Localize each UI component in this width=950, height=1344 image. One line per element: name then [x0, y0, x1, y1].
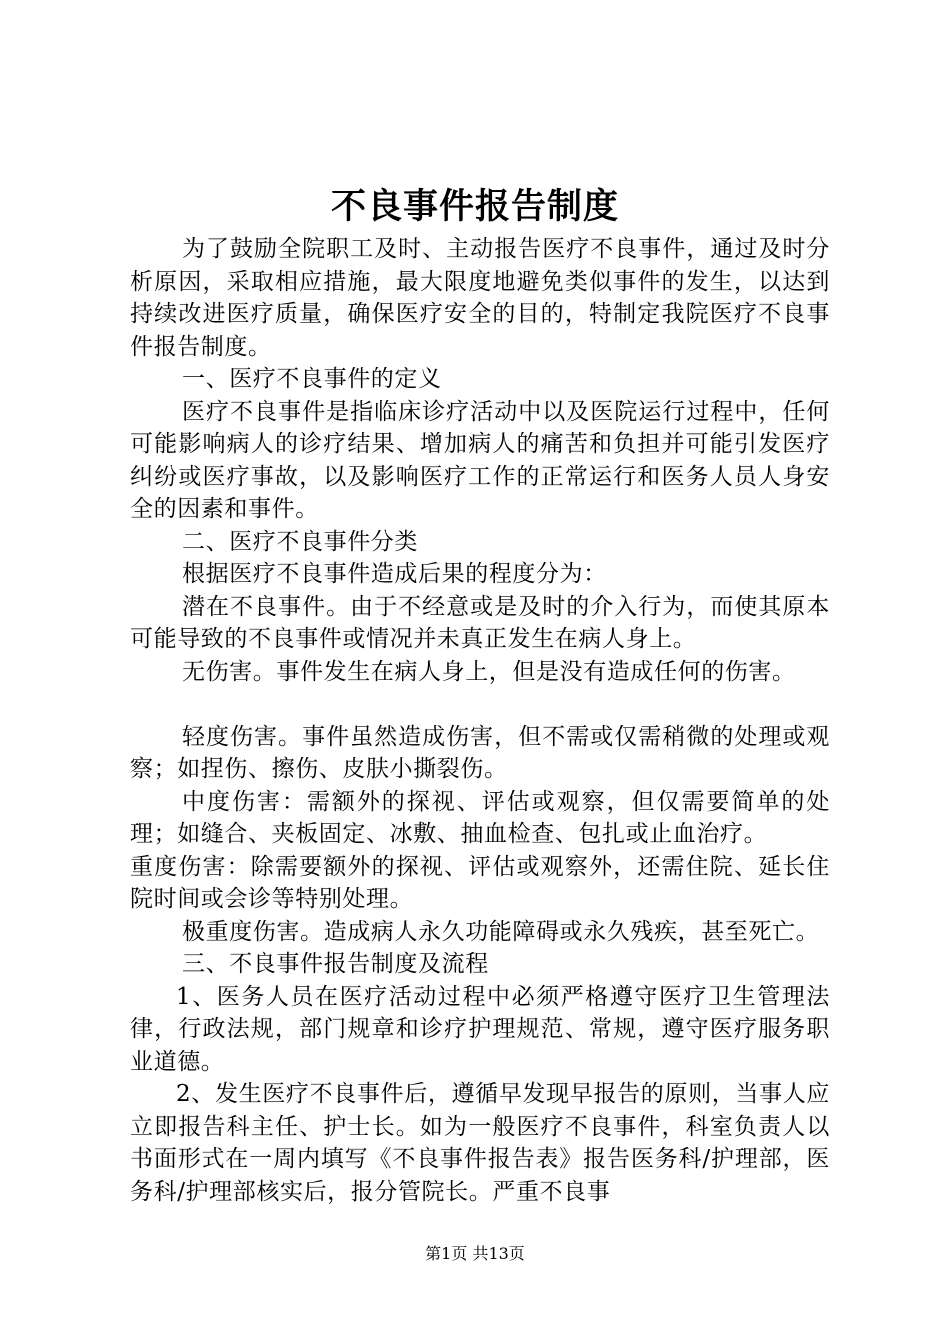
- heading-section-2: 二、医疗不良事件分类: [182, 528, 418, 555]
- paragraph-rule-2: 2、发生医疗不良事件后，遵循早发现早报告的原则，当事人应立即报告科主任、护士长。如为一般医疗不良事件，科室负责人以书面形式在一周内填写《不良事件报告表》报告医务科/护理部，医务科/护理部核实后，报分管院长。严重不良事: [130, 1081, 830, 1205]
- paragraph-severe-harm: 重度伤害：除需要额外的探视、评估或观察外，还需住院、延长住院时间或会诊等特别处理。: [130, 853, 830, 912]
- paragraph-definition: 医疗不良事件是指临床诊疗活动中以及医院运行过程中，任何可能影响病人的诊疗结果、增加病人的痛苦和负担并可能引发医疗纠纷或医疗事故，以及影响医疗工作的正常运行和医务人员人身安全的因素和事件。: [130, 398, 830, 522]
- paragraph-intro: 为了鼓励全院职工及时、主动报告医疗不良事件，通过及时分析原因，采取相应措施，最大限度地避免类似事件的发生，以达到持续改进医疗质量，确保医疗安全的目的，特制定我院医疗不良事件报告制度。: [130, 236, 830, 360]
- document-title: 不良事件报告制度: [330, 186, 619, 227]
- document-body: [130, 233, 830, 1208]
- paragraph-mild-harm: 轻度伤害。事件虽然造成伤害，但不需或仅需稍微的处理或观察；如捏伤、擦伤、皮肤小撕裂伤。: [130, 723, 830, 782]
- page-footer: 第1页 共13页: [425, 1244, 525, 1263]
- paragraph-rule-1: 1、医务人员在医疗活动过程中必须严格遵守医疗卫生管理法律，行政法规，部门规章和诊疗护理规范、常规，遵守医疗服务职业道德。: [130, 983, 830, 1075]
- heading-section-3: 三、不良事件报告制度及流程: [182, 951, 489, 977]
- heading-section-1: 一、医疗不良事件的定义: [182, 366, 442, 392]
- paragraph-no-harm: 无伤害。事件发生在病人身上，但是没有造成任何的伤害。: [182, 658, 796, 685]
- paragraph-extreme-harm: 极重度伤害。造成病人永久功能障碍或永久残疾，甚至死亡。: [182, 918, 820, 945]
- paragraph-moderate-harm: 中度伤害：需额外的探视、评估或观察，但仅需要简单的处理；如缝合、夹板固定、冰敷、抽血检查、包扎或止血治疗。: [130, 788, 830, 847]
- paragraph-potential-event: 潜在不良事件。由于不经意或是及时的介入行为，而使其原本可能导致的不良事件或情况并未真正发生在病人身上。: [130, 593, 830, 652]
- paragraph-classification-intro: 根据医疗不良事件造成后果的程度分为：: [182, 561, 607, 587]
